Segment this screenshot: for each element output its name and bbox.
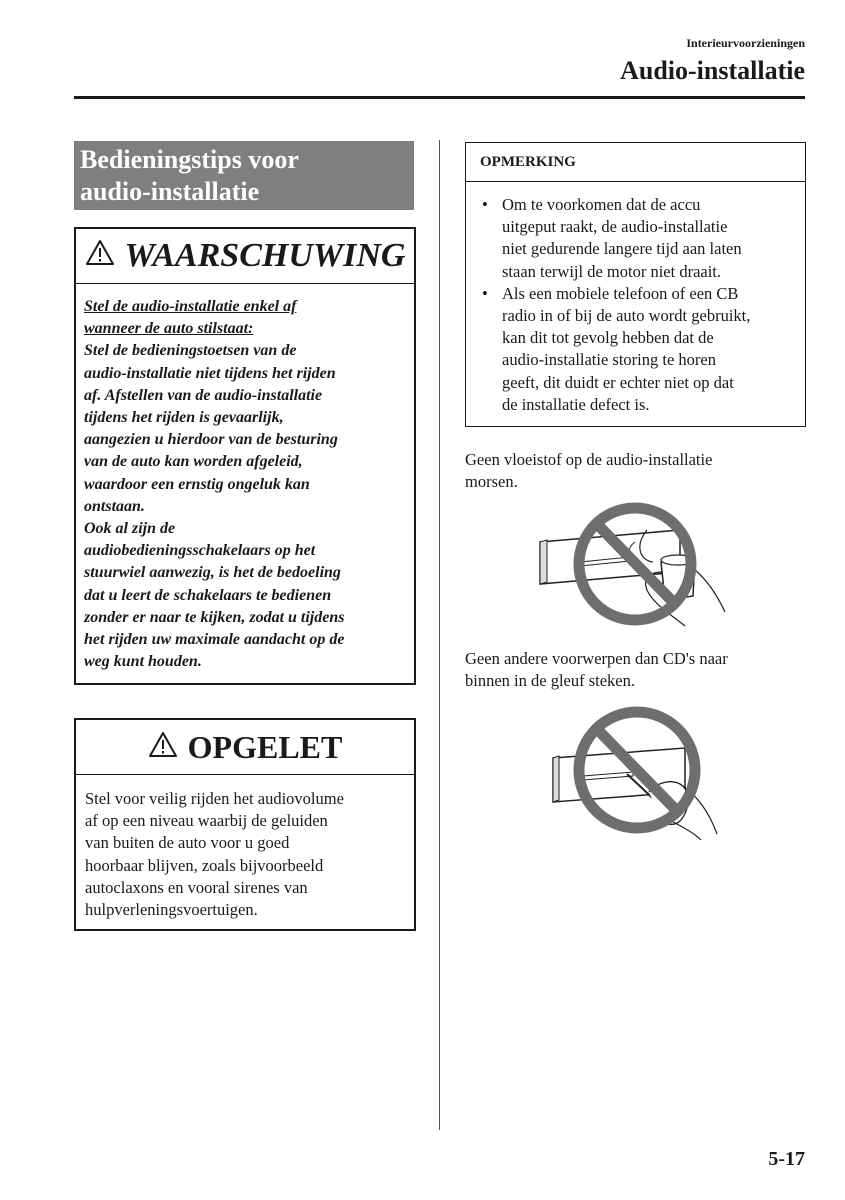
warning-heading: WAARSCHUWING: [124, 237, 406, 274]
caution-text-line: van buiten de auto voor u goed: [85, 833, 290, 853]
caution-text-line: af op een niveau waarbij de geluiden: [85, 811, 328, 831]
warning-text-line: Ook al zijn de: [84, 520, 176, 538]
no-liquid-illustration: [535, 500, 735, 635]
warning-text-line: weg kunt houden.: [84, 653, 202, 671]
warning-triangle-icon: [85, 237, 115, 275]
warning-text-line: dat u leert de schakelaars te bedienen: [84, 586, 332, 604]
warning-text-line: zonder er naar te kijken, zodat u tijdens: [84, 608, 345, 626]
warning-box: [74, 227, 416, 685]
warning-text-line: audio-installatie niet tijdens het rijden: [84, 364, 336, 382]
liquid-instruction: [465, 449, 805, 493]
note-text-line: uitgeput raakt, de audio-installatie: [502, 217, 728, 237]
warning-text-line: aangezien u hierdoor van de besturing: [84, 431, 338, 449]
caution-header: [76, 720, 414, 775]
caution-body: [76, 775, 414, 921]
warning-text-line: stuurwiel aanwezig, is het de bedoeling: [84, 564, 341, 582]
note-text-line: kan dit tot gevolg hebben dat de: [502, 328, 714, 348]
note-header: [466, 143, 805, 182]
section-title-line: Bedieningstips voor: [80, 145, 299, 174]
note-item: [482, 283, 795, 416]
note-text-line: audio-installatie storing te horen: [502, 350, 716, 370]
note-text-line: Om te voorkomen dat de accu: [502, 195, 701, 214]
note-text-line: staan terwijl de motor niet draait.: [502, 261, 722, 281]
note-text-line: radio in of bij de auto wordt gebruikt,: [502, 306, 751, 326]
note-item: [482, 194, 795, 283]
bullet: •: [482, 283, 488, 303]
bullet: •: [482, 195, 488, 214]
caution-text-line: Stel voor veilig rijden het audiovolume: [85, 789, 344, 808]
note-text-line: geeft, dit duidt er echter niet op dat: [502, 372, 734, 392]
no-objects-illustration: [545, 700, 735, 840]
instruction-line: Geen andere voorwerpen dan CD's naar: [465, 649, 728, 668]
section-title: [74, 141, 414, 210]
warning-text-line: het rijden uw maximale aandacht op de: [84, 631, 345, 649]
caution-box: [74, 718, 416, 931]
instruction-line: binnen in de gleuf steken.: [465, 671, 635, 691]
section-title-line: audio-installatie: [80, 177, 260, 206]
note-box: [465, 142, 806, 427]
warning-text-line: van de auto kan worden afgeleid,: [84, 453, 303, 471]
warning-text-line: af. Afstellen van de audio-installatie: [84, 386, 323, 404]
page-title: Audio-installatie: [620, 56, 805, 85]
warning-subheading-line: Stel de audio-installatie enkel af: [84, 298, 297, 315]
note-text-line: niet gedurende langere tijd aan laten: [502, 239, 742, 259]
note-text-line: de installatie defect is.: [502, 394, 650, 414]
warning-text-line: waardoor een ernstig ongeluk kan: [84, 475, 310, 493]
column-divider: [439, 140, 440, 1130]
instruction-line: morsen.: [465, 472, 518, 492]
instruction-line: Geen vloeistof op de audio-installatie: [465, 450, 713, 469]
objects-instruction: [465, 648, 805, 692]
note-text-line: Als een mobiele telefoon of een CB: [502, 283, 739, 303]
caution-text-line: autoclaxons en vooral sirenes van: [85, 877, 308, 897]
warning-header: [76, 229, 414, 284]
page-number: 5-17: [768, 1148, 805, 1170]
note-list: [466, 182, 805, 416]
warning-text-line: ontstaan.: [84, 497, 145, 515]
warning-triangle-icon: [148, 729, 178, 766]
section-label: Interieurvoorzieningen: [686, 36, 805, 50]
warning-text-line: audiobedieningsschakelaars op het: [84, 542, 316, 560]
warning-body: [76, 284, 414, 673]
header-rule: [74, 96, 805, 99]
note-heading: OPMERKING: [480, 153, 576, 170]
warning-subheading-line: wanneer de auto stilstaat:: [84, 320, 254, 338]
warning-text-line: tijdens het rijden is gevaarlijk,: [84, 409, 284, 427]
caution-text-line: hoorbaar blijven, zoals bijvoorbeeld: [85, 855, 324, 875]
caution-text-line: hulpverleningsvoertuigen.: [85, 900, 258, 920]
caution-heading: OPGELET: [187, 728, 343, 765]
warning-text-line: Stel de bedieningstoetsen van de: [84, 342, 297, 360]
